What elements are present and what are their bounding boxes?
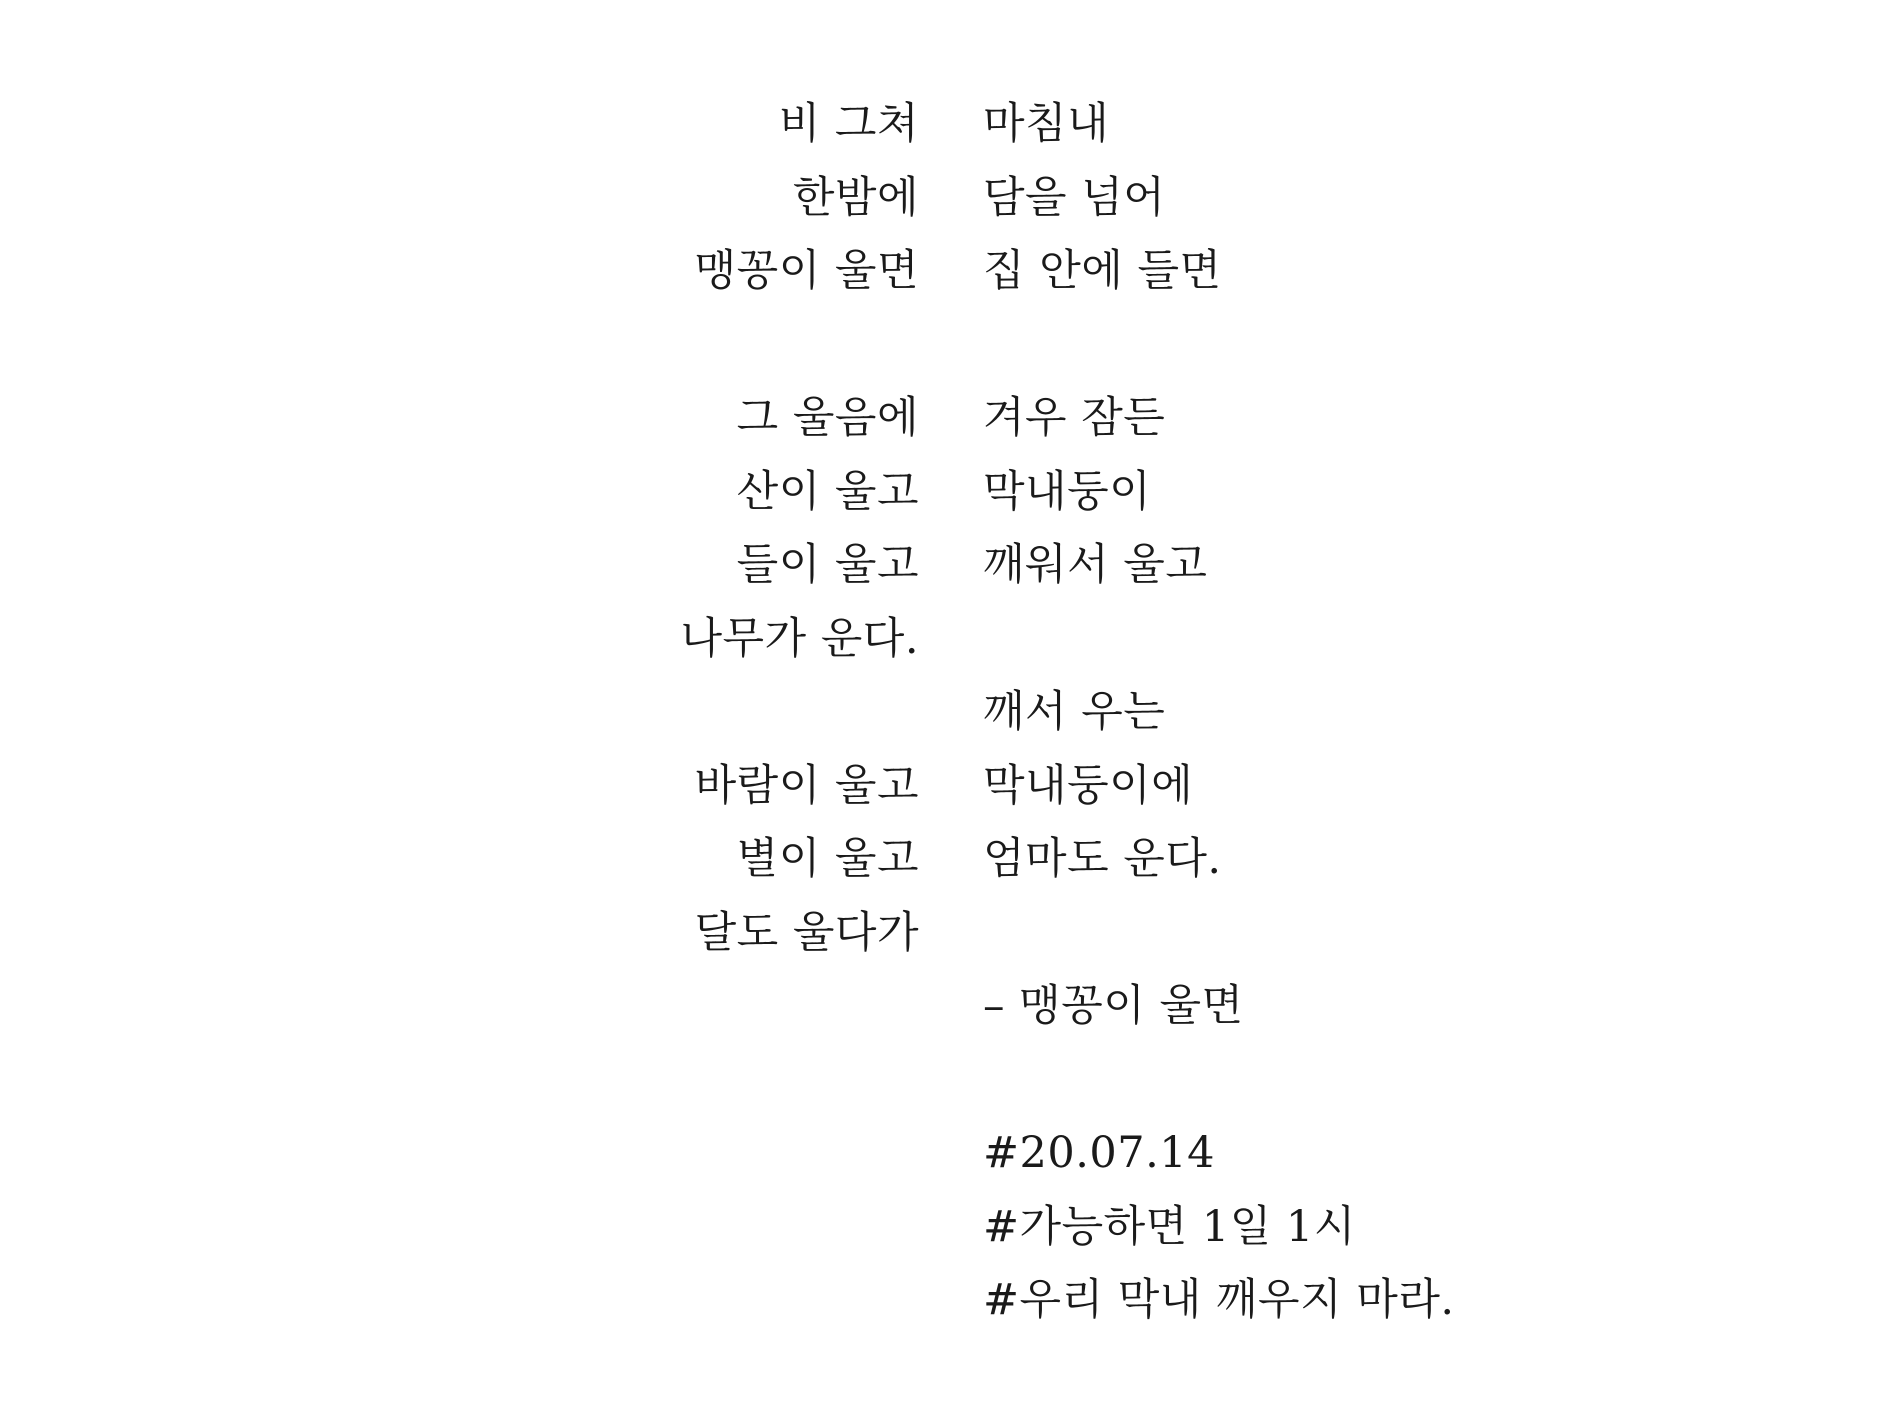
poem-line: 엄마도 운다. bbox=[983, 834, 1222, 884]
poem-line: 집 안에 들면 bbox=[983, 246, 1222, 296]
poem-line: 그 울음에 bbox=[736, 393, 919, 443]
poem-line: 산이 울고 bbox=[736, 466, 919, 517]
poem-line: 한밤에 bbox=[792, 172, 919, 223]
stanza-gap bbox=[983, 315, 1455, 389]
stanza-gap bbox=[983, 609, 1455, 683]
poem-line: 깨서 우는 bbox=[983, 687, 1166, 737]
stanza-gap bbox=[983, 1050, 1455, 1124]
poem-line: 막내둥이 bbox=[983, 466, 1152, 517]
poem-line: 깨워서 울고 bbox=[983, 540, 1208, 590]
poem-line: 바람이 울고 bbox=[694, 760, 919, 811]
hashtag-line: #가능하면 1일 1시 bbox=[983, 1201, 1356, 1252]
stanza-gap bbox=[680, 682, 919, 756]
poem-line: 나무가 운다. bbox=[680, 613, 919, 664]
poem-line: 겨우 잠든 bbox=[983, 393, 1166, 443]
poem-title-signature: – 맹꽁이 울면 bbox=[983, 981, 1244, 1031]
poem-line: 담을 넘어 bbox=[983, 172, 1166, 223]
hashtag-line: #우리 막내 깨우지 마라. bbox=[983, 1275, 1455, 1325]
poem-line: 마침내 bbox=[983, 99, 1110, 149]
poem-line: 별이 울고 bbox=[736, 834, 919, 884]
poem-line: 맹꽁이 울면 bbox=[694, 246, 919, 296]
poem-right-column bbox=[983, 94, 1455, 1344]
poem-left-column bbox=[680, 94, 919, 976]
stanza-gap bbox=[680, 315, 919, 389]
stanza-gap bbox=[983, 903, 1455, 977]
poem-line: 비 그쳐 bbox=[778, 99, 919, 149]
poem-line: 막내둥이에 bbox=[983, 760, 1194, 811]
hashtag-date: #20.07.14 bbox=[983, 1128, 1216, 1178]
poem-line: 달도 울다가 bbox=[694, 907, 919, 958]
poem-line: 들이 울고 bbox=[736, 540, 919, 590]
